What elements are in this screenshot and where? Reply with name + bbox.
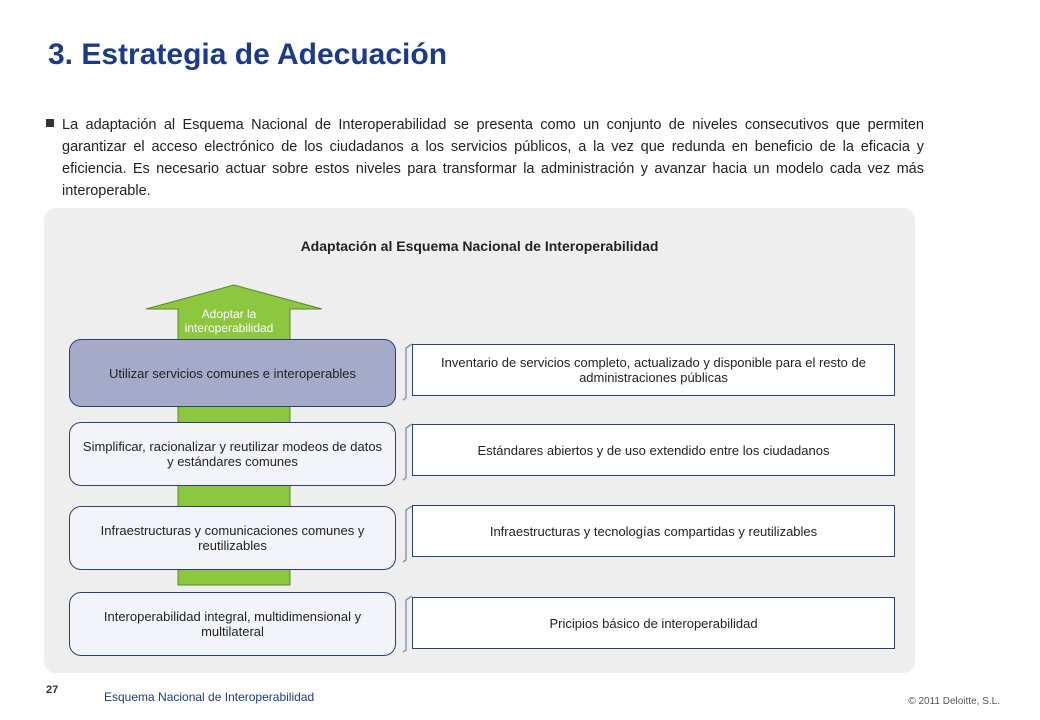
diagram-panel: [44, 208, 915, 673]
level-box-2: [69, 422, 396, 486]
description-text: Infraestructuras y tecnologías compartidas y reutilizables: [489, 523, 818, 539]
level-label: Interoperabilidad integral, multidimensional y multilateral: [103, 609, 362, 639]
page-number: 27: [46, 684, 59, 696]
description-text: Pricipios básico de interoperabilidad: [549, 615, 758, 631]
level-label: Utilizar servicios comunes e interoperables: [108, 365, 357, 381]
footer-title: Esquema Nacional de Interoperabilidad: [104, 690, 315, 704]
description-text: Inventario de servicios completo, actualizado y disponible para el resto de administraciones públicas: [441, 355, 866, 385]
level-label: Infraestructuras y comunicaciones comunes y reutilizables: [100, 523, 365, 553]
diagram-title: Adaptación al Esquema Nacional de Interoperabilidad: [300, 238, 659, 254]
slide-title: 3. Estrategia de Adecuación: [48, 38, 448, 71]
level-box-3: [69, 506, 396, 570]
description-box-2: [412, 424, 895, 476]
description-box-1: [412, 344, 895, 396]
description-box-3: [412, 505, 895, 557]
description-text: Estándares abiertos y de uso extendido entre los ciudadanos: [477, 442, 830, 458]
description-box-4: [412, 597, 895, 649]
level-box-4: [69, 592, 396, 656]
level-label: Simplificar, racionalizar y reutilizar modeos de datos y estándares comunes: [82, 439, 383, 469]
copyright: © 2011 Deloitte, S.L.: [908, 696, 1000, 707]
intro-text: La adaptación al Esquema Nacional de Interoperabilidad se presenta como un conjunto de niveles consecutivos que permiten garantizar el acceso electrónico de los ciudadanos a los servicios públicos, a la vez que redunda en beneficio de la eficacia y eficiencia. Es necesario actuar sobre estos niveles para transformar la administración y avanzar hacia un modelo cada vez más interoperable.: [62, 117, 924, 199]
arrow-label: Adoptar la interoperabilidad: [184, 307, 274, 335]
level-box-1: [69, 339, 396, 407]
square-bullet-icon: [46, 119, 54, 127]
intro-paragraph: [46, 114, 924, 202]
